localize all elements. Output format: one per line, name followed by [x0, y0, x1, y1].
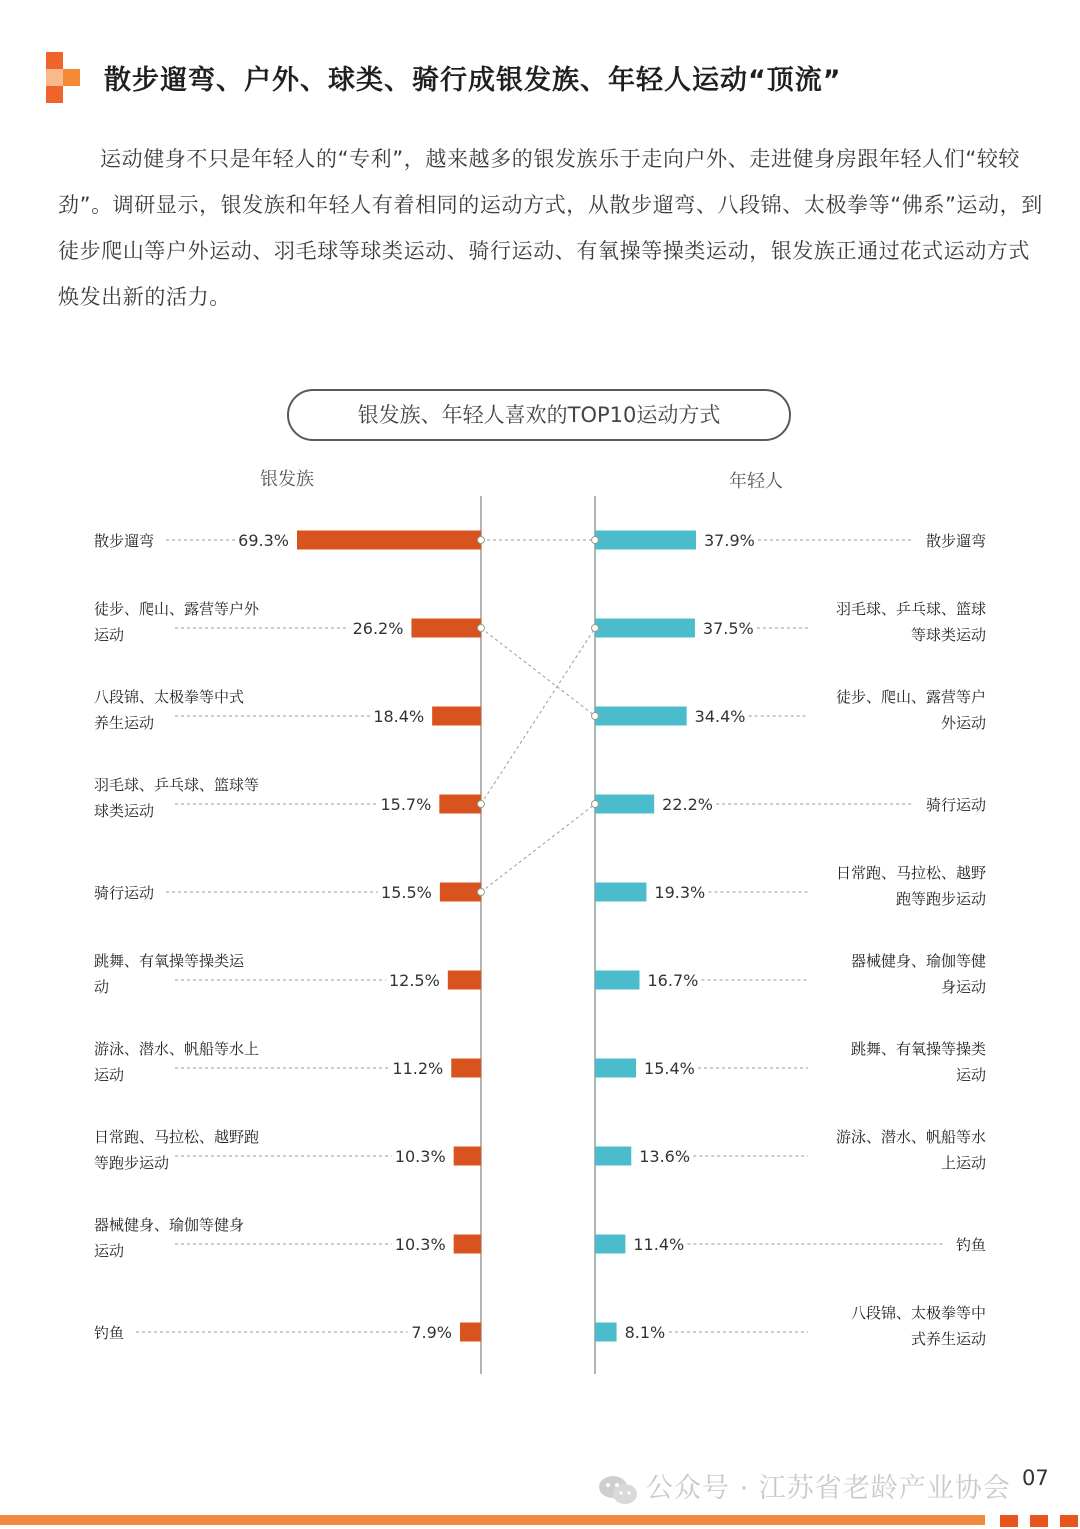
tick-label-young: 器械健身、瑜伽等健 [850, 952, 986, 970]
rank-link-dot-silver [478, 537, 485, 544]
bar-young [595, 531, 696, 550]
data-label-silver: 15.5% [381, 883, 432, 902]
page-title: 散步遛弯、户外、球类、骑行成银发族、年轻人运动“顶流” [104, 65, 842, 96]
data-label-silver: 26.2% [352, 619, 404, 638]
bar-young [595, 707, 687, 726]
tick-label-silver: 徒步、爬山、露营等户外 [94, 600, 260, 618]
tick-label-young: 式养生运动 [910, 1330, 986, 1348]
tick-label-silver: 球类运动 [94, 802, 155, 820]
comparison-bar-chart [0, 460, 1080, 1390]
rank-link-dot-silver [478, 625, 485, 632]
tick-label-silver: 骑行运动 [94, 884, 155, 902]
bar-young [595, 883, 646, 902]
bar-young [595, 795, 654, 814]
tick-label-silver: 散步遛弯 [94, 532, 155, 550]
data-label-silver: 11.2% [392, 1059, 444, 1078]
bar-young [595, 1059, 636, 1078]
tick-label-silver: 日常跑、马拉松、越野跑 [94, 1128, 260, 1146]
tick-label-silver: 养生运动 [94, 714, 155, 732]
bar-silver [451, 1059, 481, 1078]
bar-silver [297, 531, 481, 550]
rank-link-dot-silver [478, 801, 485, 808]
bar-young [595, 971, 640, 990]
tick-label-young: 上运动 [940, 1154, 986, 1172]
legend-series-silver: 银发族 [260, 469, 314, 490]
bar-silver [432, 707, 481, 726]
chart-title: 银发族、年轻人喜欢的TOP10运动方式 [287, 389, 791, 441]
rank-link-dot-young [592, 713, 599, 720]
data-label-young: 8.1% [624, 1323, 666, 1342]
tick-label-young: 外运动 [940, 714, 986, 732]
rank-link-line [481, 628, 595, 716]
tick-label-silver: 钓鱼 [94, 1324, 125, 1342]
footer-square [1030, 1515, 1048, 1527]
tick-label-silver: 羽毛球、乒乓球、篮球等 [94, 776, 260, 794]
bar-silver [448, 971, 481, 990]
tick-label-young: 运动 [955, 1066, 986, 1084]
tick-label-young: 钓鱼 [955, 1236, 986, 1254]
bar-young [595, 1235, 625, 1254]
data-label-silver: 12.5% [388, 971, 440, 990]
tick-label-silver: 运动 [94, 1242, 125, 1260]
data-label-young: 16.7% [647, 971, 699, 990]
bar-silver [454, 1235, 481, 1254]
tick-label-young: 游泳、潜水、帆船等水 [835, 1128, 986, 1146]
wechat-icon [598, 1474, 638, 1506]
tick-label-young: 日常跑、马拉松、越野 [835, 864, 986, 882]
tick-label-silver: 跳舞、有氧操等操类运 [94, 952, 245, 970]
bar-young [595, 1323, 617, 1342]
rank-link-line [481, 804, 595, 892]
bar-silver [460, 1323, 481, 1342]
bar-silver [439, 795, 481, 814]
data-label-silver: 10.3% [394, 1235, 446, 1254]
watermark [598, 1466, 1011, 1506]
bar-young [595, 1147, 631, 1166]
bar-silver [440, 883, 481, 902]
data-label-young: 22.2% [662, 795, 713, 814]
data-label-young: 34.4% [694, 707, 746, 726]
data-label-young: 37.5% [702, 619, 754, 638]
data-label-young: 19.3% [654, 883, 706, 902]
rank-link-dot-young [592, 625, 599, 632]
legend-series-young: 年轻人 [729, 471, 783, 492]
data-label-silver: 7.9% [411, 1323, 453, 1342]
rank-link-dot-young [592, 801, 599, 808]
intro-paragraph [58, 136, 1043, 320]
data-label-young: 15.4% [644, 1059, 695, 1078]
tick-label-young: 八段锦、太极拳等中 [850, 1304, 986, 1322]
data-label-silver: 18.4% [373, 707, 425, 726]
rank-link-line [481, 628, 595, 804]
tick-label-silver: 等跑步运动 [94, 1154, 170, 1172]
bar-young [595, 619, 695, 638]
tick-label-young: 跳舞、有氧操等操类 [850, 1040, 986, 1058]
tick-label-young: 徒步、爬山、露营等户 [835, 688, 986, 706]
tick-label-silver: 运动 [94, 1066, 125, 1084]
rank-link-dot-silver [478, 889, 485, 896]
tick-label-silver: 八段锦、太极拳等中式 [94, 688, 245, 706]
tick-label-young: 羽毛球、乒乓球、篮球 [835, 600, 986, 618]
data-label-young: 11.4% [633, 1235, 685, 1254]
tick-label-young: 等球类运动 [910, 626, 986, 644]
intro-text: 运动健身不只是年轻人的“专利”，越来越多的银发族乐于走向户外、走进健身房跟年轻人们“较较劲”。调研显示，银发族和年轻人有着相同的运动方式，从散步遛弯、八段锦、太极拳等“佛系”运动，到徒步爬山等户外运动、羽毛球等球类运动、骑行运动、有氧操等操类运动，银发族正通过花式运动方式焕发出新的活力。 [58, 147, 1043, 309]
tick-label-young: 身运动 [940, 978, 986, 996]
footer-bar [0, 1515, 985, 1525]
tick-label-silver: 器械健身、瑜伽等健身 [94, 1216, 245, 1234]
watermark-text: 公众号 · 江苏省老龄产业协会 [646, 1473, 1011, 1504]
section-logo [46, 52, 82, 104]
rank-link-dot-young [592, 537, 599, 544]
bar-silver [411, 619, 481, 638]
bar-silver [454, 1147, 481, 1166]
data-label-young: 37.9% [704, 531, 755, 550]
footer-square [1000, 1515, 1018, 1527]
data-label-silver: 69.3% [238, 531, 289, 550]
tick-label-young: 骑行运动 [925, 796, 986, 814]
tick-label-silver: 运动 [94, 626, 125, 644]
data-label-silver: 10.3% [394, 1147, 446, 1166]
data-label-silver: 15.7% [380, 795, 432, 814]
tick-label-silver: 游泳、潜水、帆船等水上 [94, 1040, 260, 1058]
footer-square [1060, 1515, 1078, 1527]
page-number: 07 [1022, 1466, 1049, 1490]
tick-label-silver: 动 [94, 978, 110, 996]
tick-label-young: 跑等跑步运动 [895, 890, 986, 908]
tick-label-young: 散步遛弯 [925, 532, 986, 550]
data-label-young: 13.6% [639, 1147, 691, 1166]
